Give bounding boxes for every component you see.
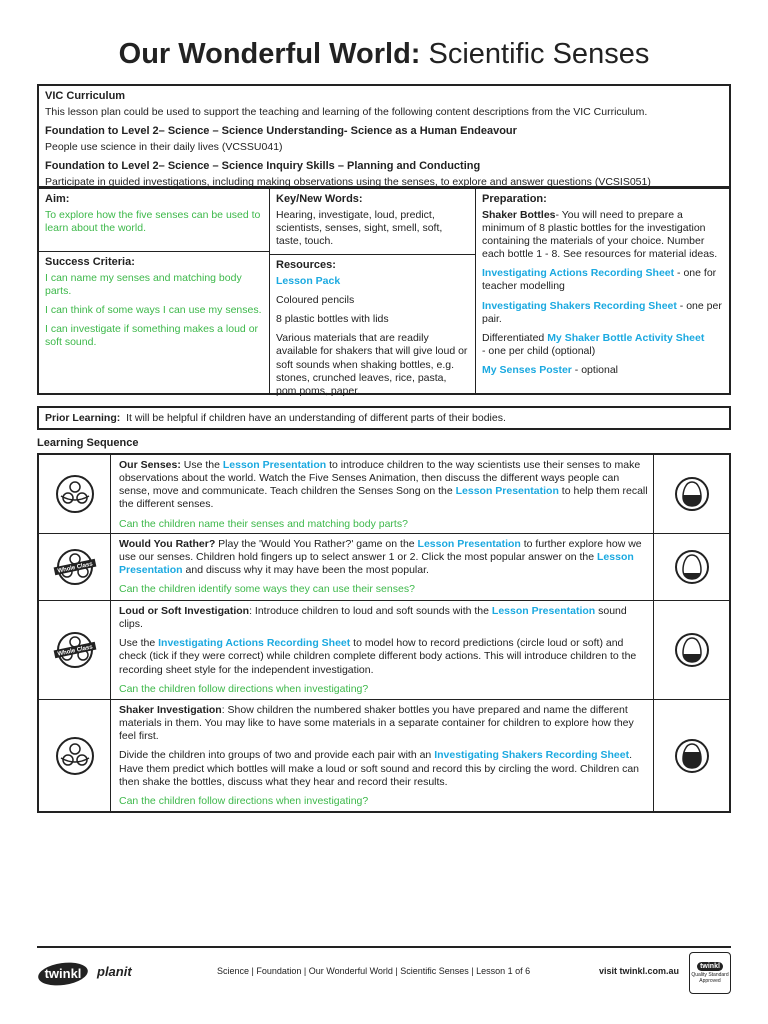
egg-assessment-icon [653,700,729,811]
keywords-text: Hearing, investigate, loud, predict, scientists, senses, sight, smell, soft, taste, touch. [276,208,443,247]
assessment-question: Can the children follow directions when investigating? [119,794,369,807]
row-text-part: to further explore how we use our senses. Children hold fingers up to select answer 1 or 2. Click the most popular answer on the [119,538,642,564]
curriculum-heading: VIC Curriculum [45,90,126,102]
shaker-text: - You will need to prepare a minimum of 8 plastic bottles for the investigation containing the materials of your choice. Number each bottle 1 - 8. See resources for material ideas. [482,208,718,261]
badge-text: Quality Standard Approved [691,972,729,984]
row-text-part: to introduce children to the way scientists use their senses to make observations about the world. Watch the Five Senses Animation, then discuss the different ways people can sense, move and communicate. Teach children the Senses Song on the [119,459,641,498]
row-text [119,605,649,696]
lesson-pack-link[interactable]: Lesson Pack [276,274,341,287]
whole-class-icon [39,601,111,699]
egg-assessment-icon [653,534,729,600]
whole-class-banner: Whole Class [56,561,93,575]
keywords-column [270,189,476,397]
lesson-presentation-link[interactable]: Lesson Presentation [455,485,559,498]
sequence-row [39,700,729,811]
resources-heading: Resources: [276,259,336,272]
row-paragraph [119,704,649,743]
investigating-shakers-link[interactable]: Investigating Shakers Recording Sheet [482,299,677,312]
row-text-part: Play the 'Would You Rather?' game on the [215,538,418,550]
assessment-question: Can the children identify some ways they can use their senses? [119,583,415,596]
lesson-presentation-link[interactable]: Lesson Presentation [222,459,327,471]
curriculum-item1-heading: Foundation to Level 2– Science – Science Understanding- Science as a Human Endeavour [45,124,517,137]
resource-item: Various materials that are readily available for shakers that will give loud or soft sounds when shaking bottles, e.g. stones, crunched leaves, rice, pasta, pom poms, paper. [276,332,468,397]
lesson-presentation-link[interactable]: Lesson Presentation [491,605,596,617]
row-paragraph [119,459,649,512]
footer [37,958,731,988]
aim-text: To explore how the five senses can be used to learn about the world. [45,208,261,234]
aim-column [39,189,270,393]
children-faces-icon [39,455,111,533]
prep-item [482,332,723,358]
prep-item-text: - one for teacher modelling [482,267,717,293]
row-text [119,538,649,597]
investigating-actions-link[interactable]: Investigating Actions Recording Sheet [158,637,351,650]
assessment-question: Can the children name their senses and matching body parts? [119,517,408,530]
sequence-row [39,601,729,700]
prior-text: It will be helpful if children have an understanding of different parts of their bodies. [126,412,506,424]
row-title: Would You Rather? [119,538,216,550]
footer-divider [37,946,731,948]
sequence-row [39,455,729,534]
success-item: I can name my senses and matching body parts. [45,271,242,297]
badge-brand: twinkl [697,962,723,972]
success-heading: Success Criteria: [45,256,135,268]
quality-badge [689,952,731,994]
row-text-part: sound clips. [119,605,627,631]
curriculum-item2-heading: Foundation to Level 2– Science – Science Inquiry Skills – Planning and Conducting [45,159,481,172]
row-paragraph [119,749,649,788]
preparation-column [476,189,729,393]
row-text-part: to help them recall the different senses. [119,485,648,511]
row-text-part: Divide the children into groups of two and provide each pair with an [119,749,435,762]
investigating-shakers-link[interactable]: Investigating Shakers Recording Sheet [434,749,630,762]
resource-item: 8 plastic bottles with lids [276,313,389,326]
prep-item [482,267,723,293]
twinkl-brand: twinkl [44,966,82,981]
assessment-question: Can the children follow directions when investigating? [119,682,369,695]
egg-assessment-icon [653,455,729,533]
row-text [119,704,649,808]
keywords-heading: Key/New Words: [276,193,363,205]
page-title [0,36,768,72]
curriculum-intro: This lesson plan could be used to support the teaching and learning of the following content descriptions from the VIC Curriculum. [45,105,648,118]
row-paragraph [119,538,649,577]
senses-poster-link[interactable]: My Senses Poster [482,364,572,376]
lesson-presentation-link[interactable]: Lesson Presentation [417,538,521,550]
resources [270,254,475,398]
row-title: Our Senses: [119,459,181,471]
row-text-part: : Introduce children to loud and soft sounds with the [249,605,492,617]
row-title: Shaker Investigation [119,704,222,716]
footer-info: Science | Foundation | Our Wonderful World | Scientific Senses | Lesson 1 of 6 [217,966,531,976]
prep-item-text: - optional [571,364,619,376]
prep-item [482,300,723,326]
success-item: I can think of some ways I can use my senses. [45,304,262,316]
learning-sequence [37,453,731,813]
planit-brand: planit [97,964,132,979]
row-text-part: Use the [119,637,159,650]
success-item: I can investigate if something makes a loud or soft sound. [45,323,259,349]
preparation-heading: Preparation: [482,193,547,205]
aim-heading: Aim: [45,193,70,205]
row-text-part: . Have them predict which bottles will make a loud or soft sound and record this by circling the word. Children can then shake the bottles, discuss what they hear and record their results. [119,749,640,788]
curriculum-item2-text: Participate in guided investigations, including making observations using the senses, to explore and answer questions (VCSIS051) [45,175,651,188]
row-text-part: and discuss why it may have been the most popular. [182,564,429,577]
row-text-part: : Show children the numbered shaker bottles you have prepared and name the different materials in them. You may like to have some materials in a separate container for children to explore how they feel first. [119,704,634,743]
shaker-activity-sheet-link[interactable]: My Shaker Bottle Activity Sheet [547,331,705,344]
shaker-bold: Shaker Bottles [482,208,556,221]
investigating-actions-link[interactable]: Investigating Actions Recording Sheet [482,267,675,280]
curriculum-box [37,84,731,188]
prep-item-text: - one per child (optional) [482,344,596,357]
prior-learning [37,406,731,430]
title-rest: Scientific Senses [420,38,650,70]
children-faces-icon [39,700,111,811]
row-title: Loud or Soft Investigation [119,605,250,617]
whole-class-icon [39,534,111,600]
lesson-presentation-link[interactable]: Lesson Presentation [119,551,634,577]
shaker-bottles-prep [482,209,723,262]
sequence-row [39,534,729,601]
row-text-part: to model how to record predictions (circle loud or soft) and check (tick if they were correct) while children complete different body actions. This will introduce children to the recording sheet style for the independent investigation. [119,637,637,676]
prep-item-text: - one per pair. [482,299,722,325]
prep-item [482,364,723,377]
egg-assessment-icon [653,601,729,699]
lesson-overview [37,187,731,395]
row-text-part: Use the [180,459,223,471]
row-paragraph [119,605,649,631]
row-paragraph [119,637,649,676]
learning-sequence-label: Learning Sequence [37,437,139,449]
success-criteria [39,251,269,349]
whole-class-banner: Whole Class [56,644,93,658]
title-bold: Our Wonderful World: [118,38,421,70]
row-text [119,459,649,531]
footer-url[interactable]: visit twinkl.com.au [598,966,679,976]
curriculum-item1-text: People use science in their daily lives (VCSSU041) [45,140,283,153]
prior-label: Prior Learning: [45,412,121,424]
prep-item-text: Differentiated [482,331,548,344]
twinkl-logo [37,958,133,988]
resource-item: Coloured pencils [276,294,355,306]
